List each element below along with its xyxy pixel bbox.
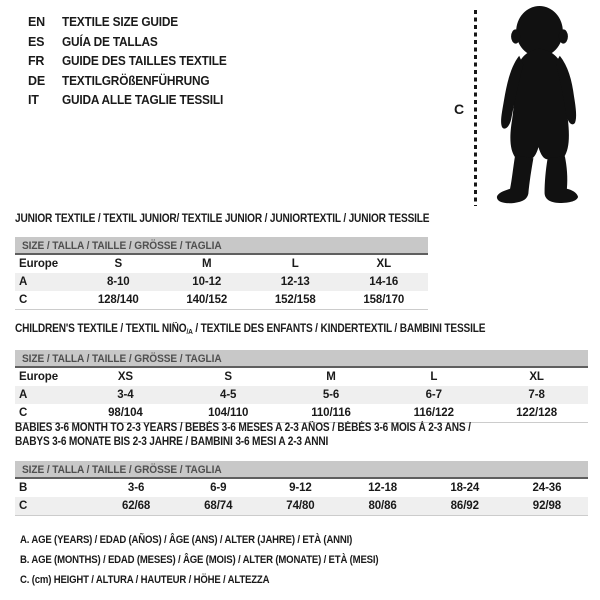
babies-textile-section [15,421,588,516]
size-value-cell: 152/158 [274,294,316,306]
size-value-cell: M [326,371,336,383]
title-text: CHILDREN'S TEXTILE / TEXTIL NIÑO [15,323,187,335]
size-value-cell: 7-8 [528,389,545,401]
title-subscript: /A [186,327,193,336]
size-value-cell: 86/92 [450,500,479,512]
size-header-text: SIZE / TALLA / TAILLE / GRÖSSE / TAGLIA [22,464,222,476]
size-header-bar [15,237,428,255]
size-value-cell: 128/140 [97,294,139,306]
size-header-bar [15,350,588,368]
size-value-cell: 98/104 [108,407,143,419]
size-value-cell: XS [117,371,133,383]
language-row-de [28,72,235,92]
junior-table-body [15,255,428,310]
height-measure-dotted-line [474,10,477,206]
language-title: GUÍA DE TALLAS [62,34,158,49]
size-value-cell: 14-16 [369,276,399,288]
babies-table-title-line1: BABIES 3-6 MONTH TO 2-3 YEARS / BEBÉS 3-6 MESES A 2-3 AÑOS / BÉBÉS 3-6 MOIS À 2-3 ANS / [15,422,471,434]
language-row-fr [28,52,235,72]
size-value-cell: S [114,258,123,270]
height-measure-label: C [454,101,465,117]
size-value-cell: 158/170 [363,294,405,306]
size-header-bar [15,461,588,479]
table-row [15,479,588,497]
language-code: ES [28,34,45,49]
size-value-cell: 74/80 [286,500,315,512]
size-header-text: SIZE / TALLA / TAILLE / GRÖSSE / TAGLIA [22,353,222,365]
table-row [15,255,428,273]
size-value-cell: XL [529,371,544,383]
row-label: B [19,482,28,494]
language-title: TEXTILGRÖßENFÜHRUNG [62,73,210,88]
table-row [15,497,588,515]
size-value-cell: 3-6 [127,482,145,494]
size-value-cell: 8-10 [106,276,130,288]
size-value-cell: 122/128 [516,407,558,419]
size-value-cell: 140/152 [186,294,228,306]
language-code: DE [28,73,45,88]
language-title: TEXTILE SIZE GUIDE [62,15,179,29]
table-row [15,404,588,422]
size-value-cell: 68/74 [204,500,233,512]
size-value-cell: 10-12 [192,276,222,288]
size-value-cell: L [430,371,438,383]
size-value-cell: 3-4 [117,389,134,401]
legend-line-a: A. AGE (YEARS) / EDAD (AÑOS) / ÂGE (ANS) / ALTER (JAHRE) / ETÀ (ANNI) [20,534,353,546]
size-value-cell: 6-7 [425,389,442,401]
table-row [15,368,588,386]
junior-textile-section [15,212,428,310]
babies-table-title-line2: BABYS 3-6 MONATE BIS 2-3 JAHRE / BAMBINI 3-6 MESI A 2-3 ANNI [15,436,329,448]
row-label: Europe [19,258,59,270]
children-table-body [15,368,588,423]
language-list [28,13,235,111]
language-title: GUIDA ALLE TAGLIE TESSILI [62,93,224,107]
table-row [15,273,428,291]
row-label: C [19,407,28,419]
size-value-cell: 62/68 [121,500,151,512]
size-value-cell: 6-9 [210,482,227,494]
size-value-cell: 80/86 [368,500,397,512]
size-value-cell: 110/116 [311,407,351,419]
measurement-legend [20,530,432,590]
row-label: Europe [19,371,59,383]
size-value-cell: 9-12 [289,482,312,494]
size-header-text: SIZE / TALLA / TAILLE / GRÖSSE / TAGLIA [22,240,222,252]
children-textile-section [15,322,588,423]
babies-table-body [15,479,588,516]
size-value-cell: 12-18 [368,482,398,494]
legend-line-b: B. AGE (MONTHS) / EDAD (MESES) / ÂGE (MOIS) / ALTER (MONATE) / ETÀ (MESI) [20,554,379,566]
size-value-cell: 24-36 [532,482,562,494]
size-value-cell: L [291,258,299,270]
language-row-es [28,33,235,53]
table-row [15,386,588,404]
size-value-cell: S [224,371,232,383]
table-row [15,291,428,309]
size-value-cell: M [202,258,212,270]
size-value-cell: 4-5 [220,389,237,401]
language-code: IT [28,93,39,107]
junior-table-title: JUNIOR TEXTILE / TEXTIL JUNIOR/ TEXTILE JUNIOR / JUNIORTEXTIL / JUNIOR TESSILE [15,213,430,225]
children-table-title [15,322,519,339]
size-value-cell: 116/122 [413,407,454,419]
row-label: A [19,276,28,288]
row-label: C [19,500,28,512]
language-code: FR [28,54,45,68]
size-value-cell: 92/98 [532,500,562,512]
language-code: EN [28,15,45,29]
size-value-cell: XL [376,258,391,270]
size-value-cell: 12-13 [280,276,310,288]
title-text: / TEXTILE DES ENFANTS / KINDERTEXTIL / BAMBINI TESSILE [192,323,486,335]
toddler-silhouette [486,4,594,207]
size-value-cell: 18-24 [450,482,480,494]
row-label: A [19,389,28,401]
size-value-cell: 5-6 [322,389,340,401]
row-label: C [19,294,28,306]
language-row-it [28,91,235,111]
legend-line-c: C. (cm) HEIGHT / ALTURA / HAUTEUR / HÖHE / ALTEZZA [20,574,270,586]
size-value-cell: 104/110 [208,407,249,419]
language-row-en [28,13,235,33]
language-title: GUIDE DES TAILLES TEXTILE [62,54,227,68]
